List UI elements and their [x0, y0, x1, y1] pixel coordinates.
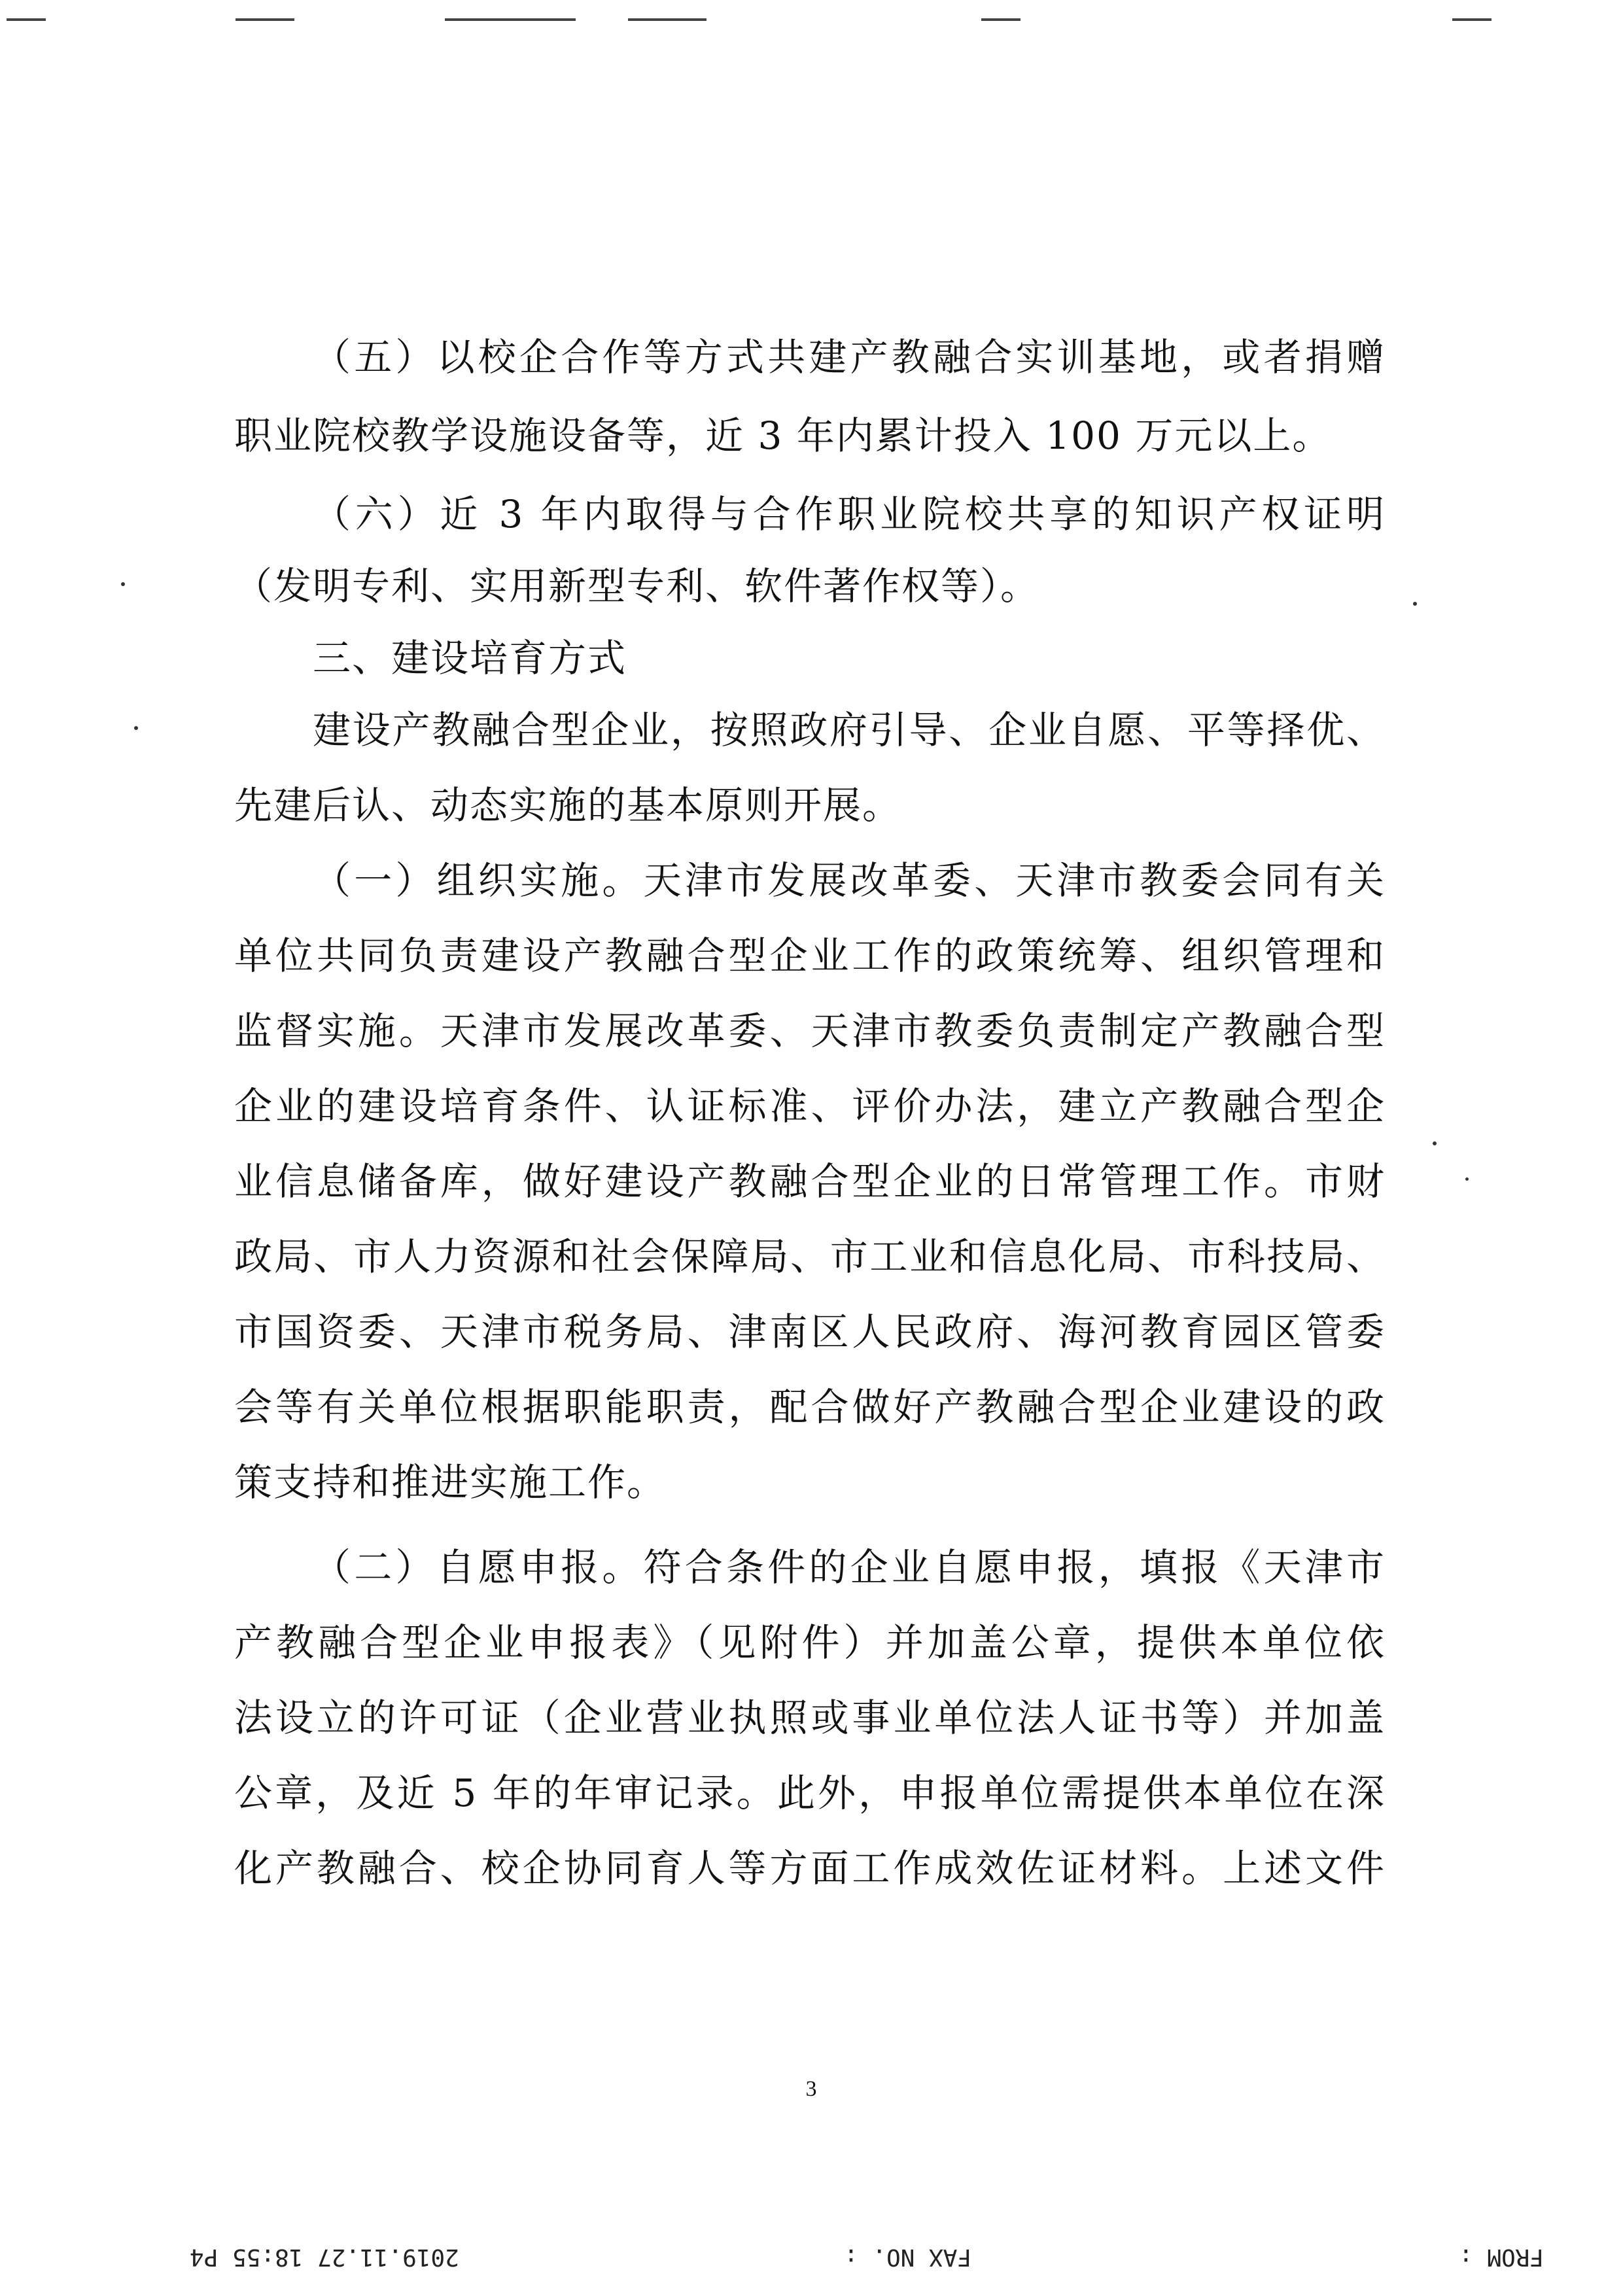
page-number: 3	[805, 2077, 817, 2101]
scan-artifact	[1452, 18, 1492, 21]
section-heading-3: 三、建设培育方式	[313, 636, 627, 680]
item-1-line-3: 监督实施。天津市发展改革委、天津市教委负责制定产教融合型	[234, 1009, 1386, 1053]
scan-artifact	[236, 18, 294, 21]
paragraph-5-line-1: （五）以校企合作等方式共建产教融合实训基地，或者捐赠	[313, 335, 1386, 379]
paragraph-6-line-2: （发明专利、实用新型专利、软件著作权等）。	[234, 564, 1040, 608]
item-1-line-6: 政局、市人力资源和社会保障局、市工业和信息化局、市科技局、	[234, 1234, 1386, 1279]
scan-speck	[121, 582, 125, 586]
item-1-line-1: （一）组织实施。天津市发展改革委、天津市教委会同有关	[313, 858, 1386, 903]
paragraph-6-line-1: （六）近 3 年内取得与合作职业院校共享的知识产权证明	[313, 492, 1386, 536]
scan-artifact	[445, 18, 576, 21]
scan-speck	[134, 726, 138, 730]
item-2-line-2: 产教融合型企业申报表》（见附件）并加盖公章，提供本单位依	[234, 1620, 1386, 1665]
item-1-line-9: 策支持和推进实施工作。	[234, 1460, 667, 1505]
item-2-line-3: 法设立的许可证（企业营业执照或事业单位法人证书等）并加盖	[234, 1696, 1386, 1740]
scan-artifact	[7, 18, 46, 21]
scan-speck	[1465, 1177, 1469, 1181]
item-2-line-5: 化产教融合、校企协同育人等方面工作成效佐证材料。上述文件	[234, 1846, 1386, 1890]
scan-artifact	[981, 18, 1021, 21]
fax-timestamp	[190, 2244, 459, 2270]
item-2-line-4: 公章，及近 5 年的年审记录。此外，申报单位需提供本单位在深	[234, 1771, 1386, 1815]
fax-timestamp-value: 2019.11.27 18:55	[232, 2244, 459, 2270]
fax-page-label: P4	[190, 2244, 218, 2270]
section-3-intro-line-2: 先建后认、动态实施的基本原则开展。	[234, 783, 902, 827]
item-1-line-5: 业信息储备库，做好建设产教融合型企业的日常管理工作。市财	[234, 1159, 1386, 1204]
scan-speck	[1433, 1141, 1437, 1145]
section-3-intro-line-1: 建设产教融合型企业，按照政府引导、企业自愿、平等择优、	[313, 708, 1386, 752]
fax-number-label: FAX NO. :	[844, 2244, 972, 2270]
item-1-line-7: 市国资委、天津市税务局、津南区人民政府、海河教育园区管委	[234, 1310, 1386, 1354]
scan-speck	[1413, 602, 1417, 606]
item-1-line-8: 会等有关单位根据职能职责，配合做好产教融合型企业建设的政	[234, 1385, 1386, 1429]
paragraph-5-line-2: 职业院校教学设施设备等，近 3 年内累计投入 100 万元以上。	[234, 413, 1332, 458]
item-2-line-1: （二）自愿申报。符合条件的企业自愿申报，填报《天津市	[313, 1545, 1386, 1590]
scan-artifact	[628, 18, 707, 21]
item-1-line-4: 企业的建设培育条件、认证标准、评价办法，建立产教融合型企	[234, 1084, 1386, 1128]
fax-from-label: FROM :	[1459, 2244, 1544, 2270]
item-1-line-2: 单位共同负责建设产教融合型企业工作的政策统筹、组织管理和	[234, 933, 1386, 978]
